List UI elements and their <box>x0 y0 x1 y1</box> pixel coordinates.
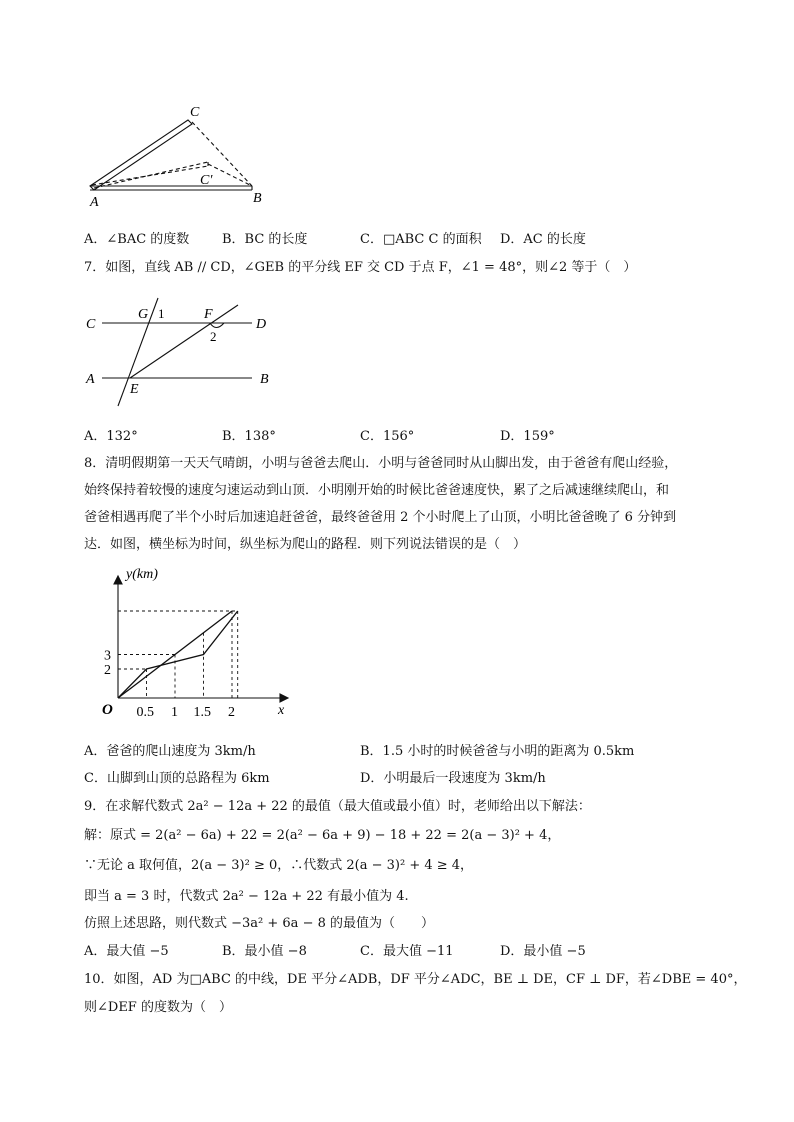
label-c-prime: C′ <box>200 173 213 188</box>
fig7-label-f: F <box>204 307 213 322</box>
chart-origin: O <box>102 702 113 718</box>
q6-option-d: D．AC 的长度 <box>500 232 586 247</box>
q8-line-4: 达．如图，横坐标为时间，纵坐标为爬山的路程．则下列说法错误的是（ ） <box>84 537 527 552</box>
q8-option-c: C．山脚到山顶的总路程为 6km <box>84 771 270 786</box>
label-b: B <box>253 191 262 206</box>
q10-line-2: 则∠DEF 的度数为（ ） <box>84 1000 232 1015</box>
distance-time-chart <box>90 562 310 727</box>
q9-ask: 仿照上述思路，则代数式 −3a² + 6a − 8 的最值为（ ） <box>84 916 434 931</box>
chart-y-tick-label: 2 <box>104 663 111 678</box>
chart-y-tick-label: 3 <box>104 648 111 664</box>
q7-option-c: C．156° <box>360 429 415 444</box>
chart-xlabel: x <box>278 703 285 718</box>
q9-option-a: A．最大值 −5 <box>84 944 169 959</box>
q10-line-1: 10．如图，AD 为□ABC 的中线，DE 平分∠ADB，DF 平分∠ADC，BE ⊥ DE，CF ⊥ DF，若∠DBE = 40°， <box>84 972 747 987</box>
fig7-label-1: 1 <box>158 306 165 321</box>
fig7-label-b: B <box>260 372 269 387</box>
q9-stem: 9．在求解代数式 2a² − 12a + 22 的最值（最大值或最小值）时，老师给出以下解法： <box>84 799 591 814</box>
chart-ylabel: y(km) <box>126 567 158 582</box>
chart-x-tick-label: 0.5 <box>136 705 154 720</box>
q8-option-a: A．爸爸的爬山速度为 3km/h <box>84 744 256 759</box>
q9-option-d: D．最小值 −5 <box>500 944 586 959</box>
q8-option-b: B．1.5 小时的时候爸爸与小明的距离为 0.5km <box>360 744 635 759</box>
chart-x-tick-label: 1.5 <box>193 705 211 720</box>
label-c: C <box>190 105 200 120</box>
q9-solution-1: 解：原式 = 2(a² − 6a) + 22 = 2(a² − 6a + 9) − 18 + 22 = 2(a − 3)² + 4， <box>84 828 561 843</box>
q6-option-c: C．□ABC C 的面积 <box>360 232 482 247</box>
q7-option-a: A．132° <box>84 429 138 444</box>
q8-option-d: D．小明最后一段速度为 3km/h <box>360 771 546 786</box>
chart-x-tick-label: 2 <box>228 705 235 720</box>
q9-option-b: B．最小值 −8 <box>222 944 307 959</box>
q8-line-3: 爸爸相遇再爬了半个小时后加速追赶爸爸，最终爸爸用 2 个小时爬上了山顶，小明比爸爸晚了 6 分钟到 <box>84 510 677 525</box>
label-a: A <box>90 195 99 210</box>
q6-option-a: A．∠BAC 的度数 <box>84 232 190 247</box>
q8-line-1: 8．清明假期第一天天气晴朗，小明与爸爸去爬山．小明与爸爸同时从山脚出发，由于爸爸有爬山经验， <box>84 456 678 471</box>
q6-option-b: B．BC 的长度 <box>222 232 308 247</box>
fig7-label-c: C <box>86 317 96 332</box>
fig7-label-2: 2 <box>210 329 217 344</box>
q9-solution-2: ∵无论 a 取何值，2(a − 3)² ≥ 0，∴代数式 2(a − 3)² + 4 ≥ 4， <box>84 858 474 873</box>
q8-line-2: 始终保持着较慢的速度匀速运动到山顶．小明刚开始的时候比爸爸速度快，累了之后减速继续爬山，和 <box>84 483 670 498</box>
q9-solution-3: 即当 a = 3 时，代数式 2a² − 12a + 22 有最小值为 4. <box>84 889 409 904</box>
fig7-label-e: E <box>130 382 139 397</box>
fig7-label-g: G <box>138 307 149 322</box>
triangle-figure <box>80 100 280 215</box>
q7-option-d: D．159° <box>500 429 555 444</box>
fig7-label-d: D <box>256 317 267 332</box>
fig7-label-a: A <box>86 372 95 387</box>
q9-option-c: C．最大值 −11 <box>360 944 454 959</box>
chart-x-tick-label: 1 <box>171 705 178 720</box>
q7-option-b: B．138° <box>222 429 276 444</box>
parallel-lines-figure <box>80 296 280 411</box>
q7-stem: 7．如图，直线 AB // CD，∠GEB 的平分线 EF 交 CD 于点 F，∠1 = 48°，则∠2 等于（ ） <box>84 260 637 275</box>
